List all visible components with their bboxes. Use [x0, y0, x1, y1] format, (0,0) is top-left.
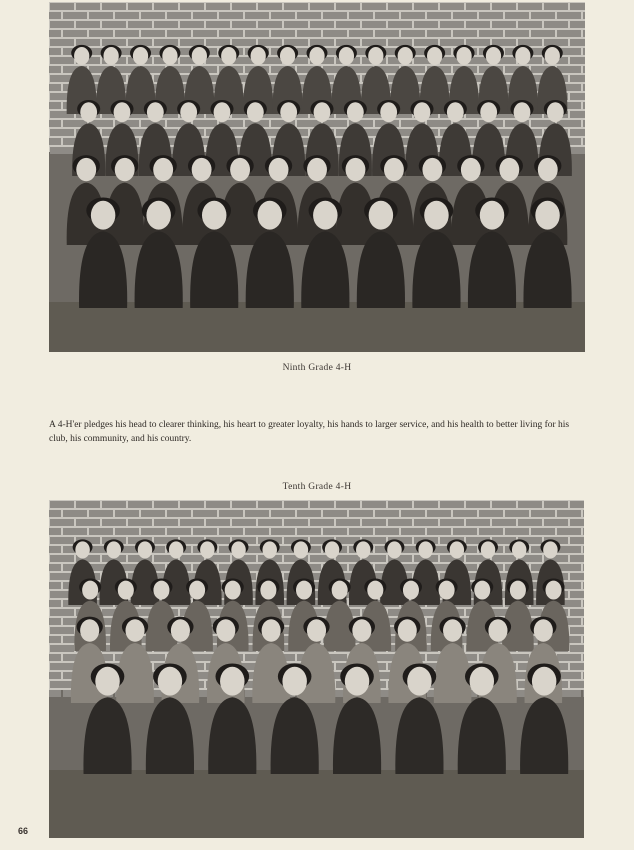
page-number: 66	[18, 826, 29, 836]
ninth-grade-caption: Ninth Grade 4-H	[282, 363, 352, 373]
tenth-grade-photo-drawing	[49, 500, 584, 838]
ninth-grade-photo-drawing	[49, 2, 585, 352]
ninth-grade-group-photo	[49, 2, 585, 352]
four-h-pledge-paragraph: A 4-H'er pledges his head to clearer thinking, his heart to greater loyalty, his hands to larger service, and his health to better living for his club, his community, and his country.	[49, 420, 570, 444]
tenth-grade-group-photo	[49, 500, 584, 838]
tenth-grade-caption: Tenth Grade 4-H	[282, 482, 352, 492]
